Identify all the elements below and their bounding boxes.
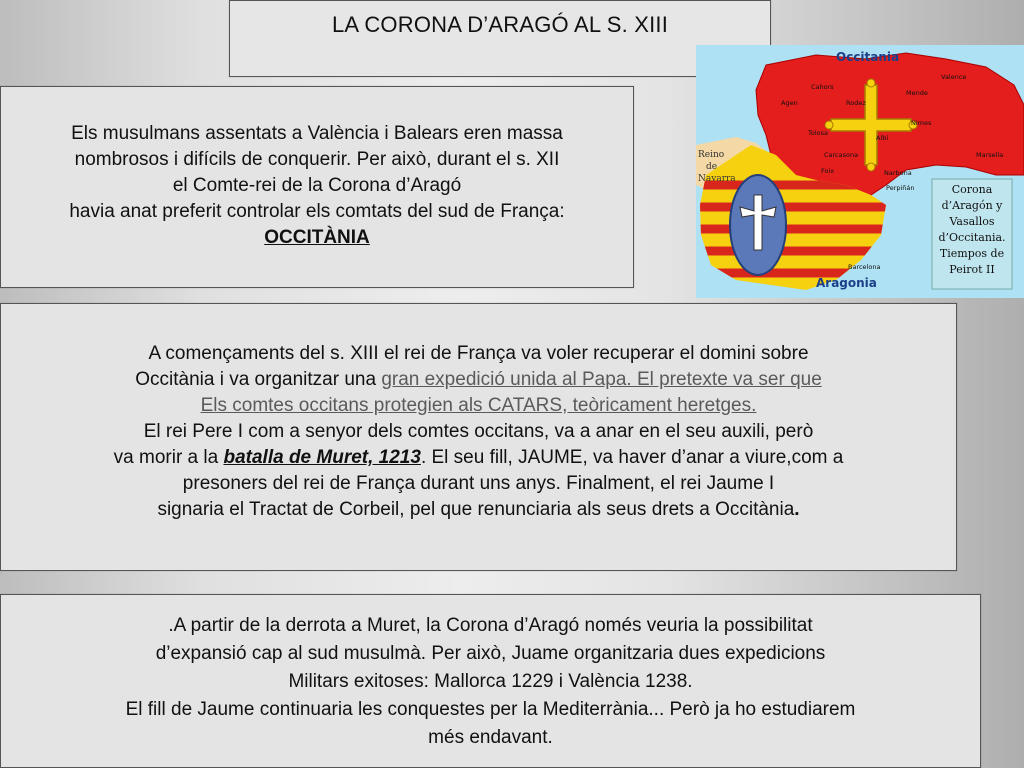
box3-line-1: .A partir de la derrota a Muret, la Corona d’Aragó només veuria la possibilitat [168, 615, 813, 636]
occitania-intro-box [0, 86, 634, 288]
city-agen: Agen [781, 99, 798, 107]
box2-line-7 [1, 497, 956, 523]
city-tolosa: Tolosa [808, 129, 828, 137]
box2-line-5-post: . El seu fill, JAUME, va haver d’anar a viure,com a [420, 447, 844, 468]
box3-line-5: més endavant. [428, 727, 553, 748]
box2-line-5 [1, 445, 956, 471]
box2-line-4: El rei Pere I com a senyor dels comtes occitans, va a anar en el seu auxili, però [143, 421, 814, 442]
title-box [229, 0, 771, 77]
box1-line-2: nombrosos i difícils de conquerir. Per això, durant el s. XII [74, 149, 560, 170]
box2-line-5-pre: va morir a la [113, 447, 224, 468]
slide-title: LA CORONA D’ARAGÓ AL S. XIII [331, 12, 669, 37]
city-barcelona: Barcelona [848, 263, 881, 271]
legend-line-3: Vasallos [949, 215, 995, 228]
muret-history-box [0, 303, 957, 571]
box1-line-1: Els musulmans assentats a València i Balears eren massa [71, 123, 563, 144]
city-albi: Albi [876, 134, 889, 142]
legend-line-1: Corona [951, 183, 993, 196]
box2-line-7-end: . [794, 499, 800, 520]
city-cahors: Cahors [811, 83, 834, 91]
city-perpinan: Perpiñán [886, 184, 915, 192]
map-label-navarra-3: Navarra [698, 174, 736, 184]
cathars-link[interactable]: Els comtes occitans protegien als CATARS, teòricament heretges. [200, 395, 757, 416]
city-rodez: Rodez [846, 99, 866, 107]
box2-line-6: presoners del rei de França durant uns anys. Finalment, el rei Jaume I [182, 473, 775, 494]
box1-line-4: havia anat preferit controlar els comtats del sud de França: [69, 201, 565, 222]
map-label-occitania: Occitania [836, 50, 900, 64]
legend-line-4: d’Occitania. [938, 231, 1006, 244]
occitania-map [696, 45, 1024, 298]
muret-battle-text: batalla de Muret, 1213 [223, 447, 421, 468]
city-mende: Mende [906, 89, 928, 97]
city-valence: Valence [941, 73, 967, 81]
map-label-aragonia: Aragonia [816, 276, 877, 290]
occitania-heading: OCCITÀNIA [264, 227, 370, 248]
city-marsella: Marsella [976, 151, 1004, 159]
city-nimes: Nimes [911, 119, 932, 127]
legend-line-6: Peirot II [949, 263, 995, 276]
legend-line-2: d’Aragón y [941, 199, 1003, 212]
map-label-navarra-2: de [706, 162, 718, 172]
map-label-navarra-1: Reino [698, 150, 725, 160]
box3-line-2: d’expansió cap al sud musulmà. Per això, Juame organitzaria dues expedicions [155, 643, 826, 664]
legend-line-5: Tiempos de [939, 247, 1005, 260]
box2-line-2 [1, 367, 956, 393]
box2-line-2-text: Occitània i va organitzar una [135, 369, 382, 390]
box1-line-3: el Comte-rei de la Corona d’Aragó [172, 175, 462, 196]
city-narbona: Narbona [884, 169, 912, 177]
city-foix: Foix [821, 167, 835, 175]
box3-line-4: El fill de Jaume continuaria les conquestes per la Mediterrània... Però ja ho estudiarem [125, 699, 856, 720]
expansion-box [0, 594, 981, 768]
box2-line-1: A començaments del s. XIII el rei de França va voler recuperar el domini sobre [148, 343, 809, 364]
box3-line-3: Militars exitoses: Mallorca 1229 i València 1238. [288, 671, 693, 692]
box2-line-7-text: signaria el Tractat de Corbeil, pel que renunciaria als seus drets a Occitània [157, 499, 795, 520]
city-carcassona: Carcasona [824, 151, 859, 159]
papal-expedition-link[interactable]: gran expedició unida al Papa. El pretexte va ser que [381, 369, 822, 390]
